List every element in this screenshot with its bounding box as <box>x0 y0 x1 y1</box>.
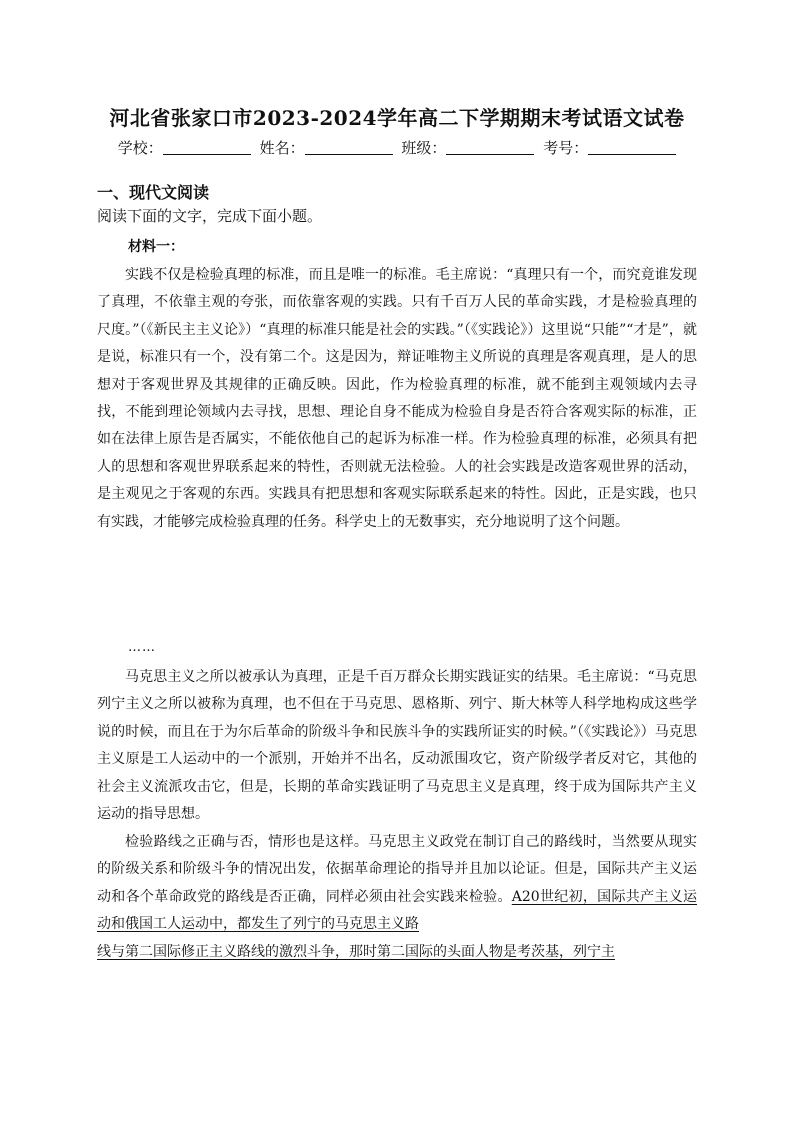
paragraph-1-text: 实践不仅是检验真理的标准，而且是唯一的标准。毛主席说：“真理只有一个，而究竟谁发现了真理，不依靠主观的夸张，而依靠客观的实践。只有千百万人民的革命实践，才是检验真理的尺度。”（《新民主主义论》）“真理的标准只能是社会的实践。”（《实践论》）这里说“只能”“才是”，就是说，标准只有一个，没有第二个。这是因为，辩证唯物主义所说的真理是客观真理，是人的思想对于客观世界及其规律的正确反映。因此，作为检验真理的标准，就不能到主观领域内去寻找，不能到理论领域内去寻找，思想、理论自身不能成为检验自身是否符合客观实际的标准，正如在法律上原告是否属实，不能依他自己的起诉为标准一样。作为检验真理的标准，必须具有把人的思想和客观世界联系起来的特性，否则就无法检验。人的社会实践是改造客观世界的活动，是主观见之于客观的东西。实践具有把思想和客观实际联系起来的特性。因此，正是实践，也只有实践，才能够完成检验真理的任务。科学史上的无数事实，充分地说明了这个问题。 <box>97 267 697 530</box>
exam-title: 河北省张家口市2023-2024学年高二下学期期末考试语文试卷 <box>109 106 685 130</box>
paragraph-3-text <box>97 829 697 939</box>
paragraph-2-text: 马克思主义之所以被承认为真理，正是千百万群众长期实践证实的结果。毛主席说：“马克思列宁主义之所以被称为真理，也不但在于马克思、恩格斯、列宁、斯大林等人科学地构成这些学说的时候，而且在于为尔后革命的阶级斗争和民族斗争的实践所证实的时候。”（《实践论》）马克思主义原是工人运动中的一个派别，开始并不出名，反动派围攻它，资产阶级学者反对它，其他的社会主义流派攻击它，但是，长期的革命实践证明了马克思主义是真理，终于成为国际共产主义运动的指导思想。 <box>97 669 697 823</box>
paragraph-3 <box>97 829 697 966</box>
paragraph-2 <box>97 664 697 828</box>
paragraph-1 <box>97 262 697 536</box>
name-blank[interactable] <box>305 140 393 155</box>
reading-instruction: 阅读下面的文字，完成下面小题。 <box>97 207 323 225</box>
paragraph-3-plain: 检验路线之正确与否，情形也是这样。马克思主义政党在制订自己的路线时，当然要从现实的阶级关系和阶级斗争的情况出发，依据革命理论的指导并且加以论证。但是，国际共产主义运动和各个革命政党的路线是否正确，同样必须由社会实践来检验。 <box>97 834 697 905</box>
material-label: 材料一： <box>128 239 184 255</box>
exam-number-label: 考号： <box>543 139 589 157</box>
school-blank[interactable] <box>163 140 251 155</box>
name-label: 姓名： <box>259 139 305 157</box>
ellipsis: …… <box>128 640 156 655</box>
underlined-passage-b: 线与第二国际修正主义路线的激烈斗争，那时第二国际的头面人物是考茨基，列宁主 <box>97 943 615 960</box>
student-info-row <box>0 137 794 158</box>
section-heading: 一、现代文阅读 <box>97 183 210 202</box>
class-blank[interactable] <box>446 140 534 155</box>
school-label: 学校： <box>117 139 163 157</box>
class-label: 班级： <box>401 139 447 157</box>
exam-number-blank[interactable] <box>588 140 676 155</box>
underlined-passage-a: A20世纪初，国际共产主义运动和俄国工人运动中，都发生了列宁的马克思主义路 <box>97 888 697 933</box>
